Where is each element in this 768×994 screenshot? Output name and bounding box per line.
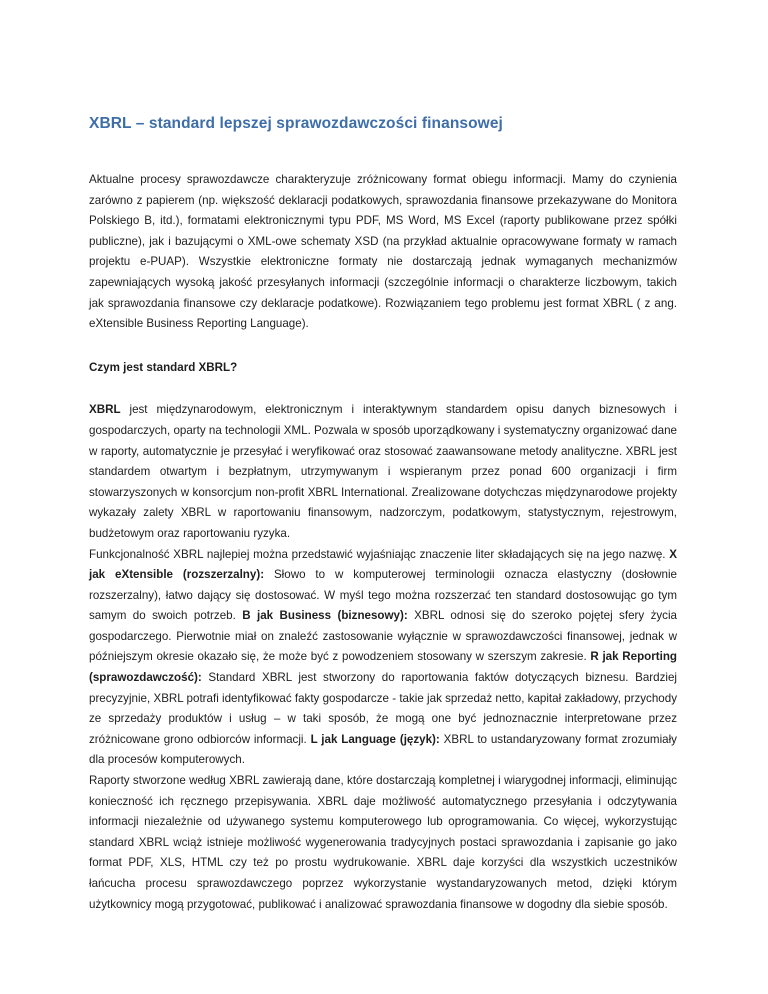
xbrl-bold-term: XBRL (89, 403, 121, 417)
intro-paragraph: Aktualne procesy sprawozdawcze charakteryzuje zróżnicowany format obiegu informacji. Mamy do czynienia zarówno z papierem (np. większość deklaracji podatkowych, sprawozdania finansowe przekazywane do Monitora Polskiego B, itd.), formatami elektronicznymi typu PDF, MS Word, MS Excel (raporty publikowane przez spółki publiczne), jak i bazującymi o XML-owe schematy XSD (na przykład aktualnie opracowywane formaty w ramach projektu e-PUAP). Wszystkie elektroniczne formaty nie dostarczają jednak wymaganych mechanizmów zapewniających wysoką jakość przesyłanych informacji (szczególnie informacji o charakterze liczbowym, takich jak sprawozdania finansowe czy deklaracje podatkowe). Rozwiązaniem tego problemu jest format XBRL ( z ang. eXtensible Business Reporting Language). (89, 173, 677, 331)
letters-paragraph (89, 545, 677, 772)
definition-paragraph (89, 400, 677, 544)
document-content (89, 112, 677, 915)
definition-text: jest międzynarodowym, elektronicznym i interaktywnym standardem opisu danych biznesowych i gospodarczych, oparty na technologii XML. Pozwala w sposób uporządkowany i systematyczny organizować dane w raporty, automatycznie je przesyłać i weryfikować oraz stosować zaawansowane metody analityczne. XBRL jest standardem otwartym i bezpłatnym, utrzymywanym i wspieranym przez ponad 600 organizacji i firm stowarzyszonych w konsorcjum non-profit XBRL International. Zrealizowane dotychczas międzynarodowe projekty wykazały zalety XBRL w raportowaniu finansowym, nadzorczym, podatkowym, statystycznym, rejestrowym, budżetowym oraz raportowaniu ryzyka. (89, 403, 677, 540)
x-text: Słowo to w komputerowej terminologii oznacza elastyczny (dosłownie rozszerzalny), łatwo dający się dostosować. W myśl tego można rozszerzać ten standard dostosowując go tym samym do swoich potrzeb. (89, 568, 677, 623)
x-label: X jak eXtensible (rozszerzalny): (89, 547, 677, 582)
document-title: XBRL – standard lepszej sprawozdawczości finansowej (89, 115, 503, 132)
b-text: XBRL odnosi się do szeroko pojętej sfery życia gospodarczego. Pierwotnie miał on znaleźć zastosowanie wyłącznie w sprawozdawczości finansowej, jednak w późniejszym okresie okazało się, że może być z powodzeniem stosowany w szerszym zakresie. (89, 609, 677, 664)
r-text: Standard XBRL jest stworzony do raportowania faktów dotyczących biznesu. Bardziej precyzyjnie, XBRL potrafi identyfikować fakty gospodarcze - takie jak sprzedaż netto, kapitał zakładowy, przychody ze sprzedaży produktów i usług – w taki sposób, że mogą one być jednoznacznie interpretowane przez zróżnicowane grono odbiorców informacji. (89, 671, 677, 746)
r-label: R jak Reporting (sprawozdawczość): (89, 650, 677, 685)
letters-intro-text: Funkcjonalność XBRL najlepiej można przedstawić wyjaśniając znaczenie liter składających się na jego nazwę. (89, 547, 670, 561)
section-heading: Czym jest standard XBRL? (89, 360, 238, 374)
l-label: L jak Language (język): (310, 732, 440, 746)
reports-paragraph: Raporty stworzone według XBRL zawierają dane, które dostarczają kompletnej i wiarygodnej informacji, eliminując konieczność ich ręcznego przepisywania. XBRL daje możliwość automatycznego przesyłania i odczytywania informacji niezależnie od używanego systemu komputerowego lub oprogramowania. Co więcej, wykorzystując standard XBRL wciąż istnieje możliwość wygenerowania tradycyjnych postaci sprawozdania i zapisanie go jako format PDF, XLS, HTML czy też po prostu wydrukowanie. XBRL daje korzyści dla wszystkich uczestników łańcucha procesu sprawozdawczego poprzez wykorzystanie wystandaryzowanych metod, dzięki którym użytkownicy mogą przygotować, publikować i analizować sprawozdania finansowe w dogodny dla siebie sposób. (89, 774, 677, 911)
b-label: B jak Business (biznesowy): (242, 609, 408, 623)
l-text: XBRL to ustandaryzowany format zrozumiały dla procesów komputerowych. (89, 732, 677, 767)
